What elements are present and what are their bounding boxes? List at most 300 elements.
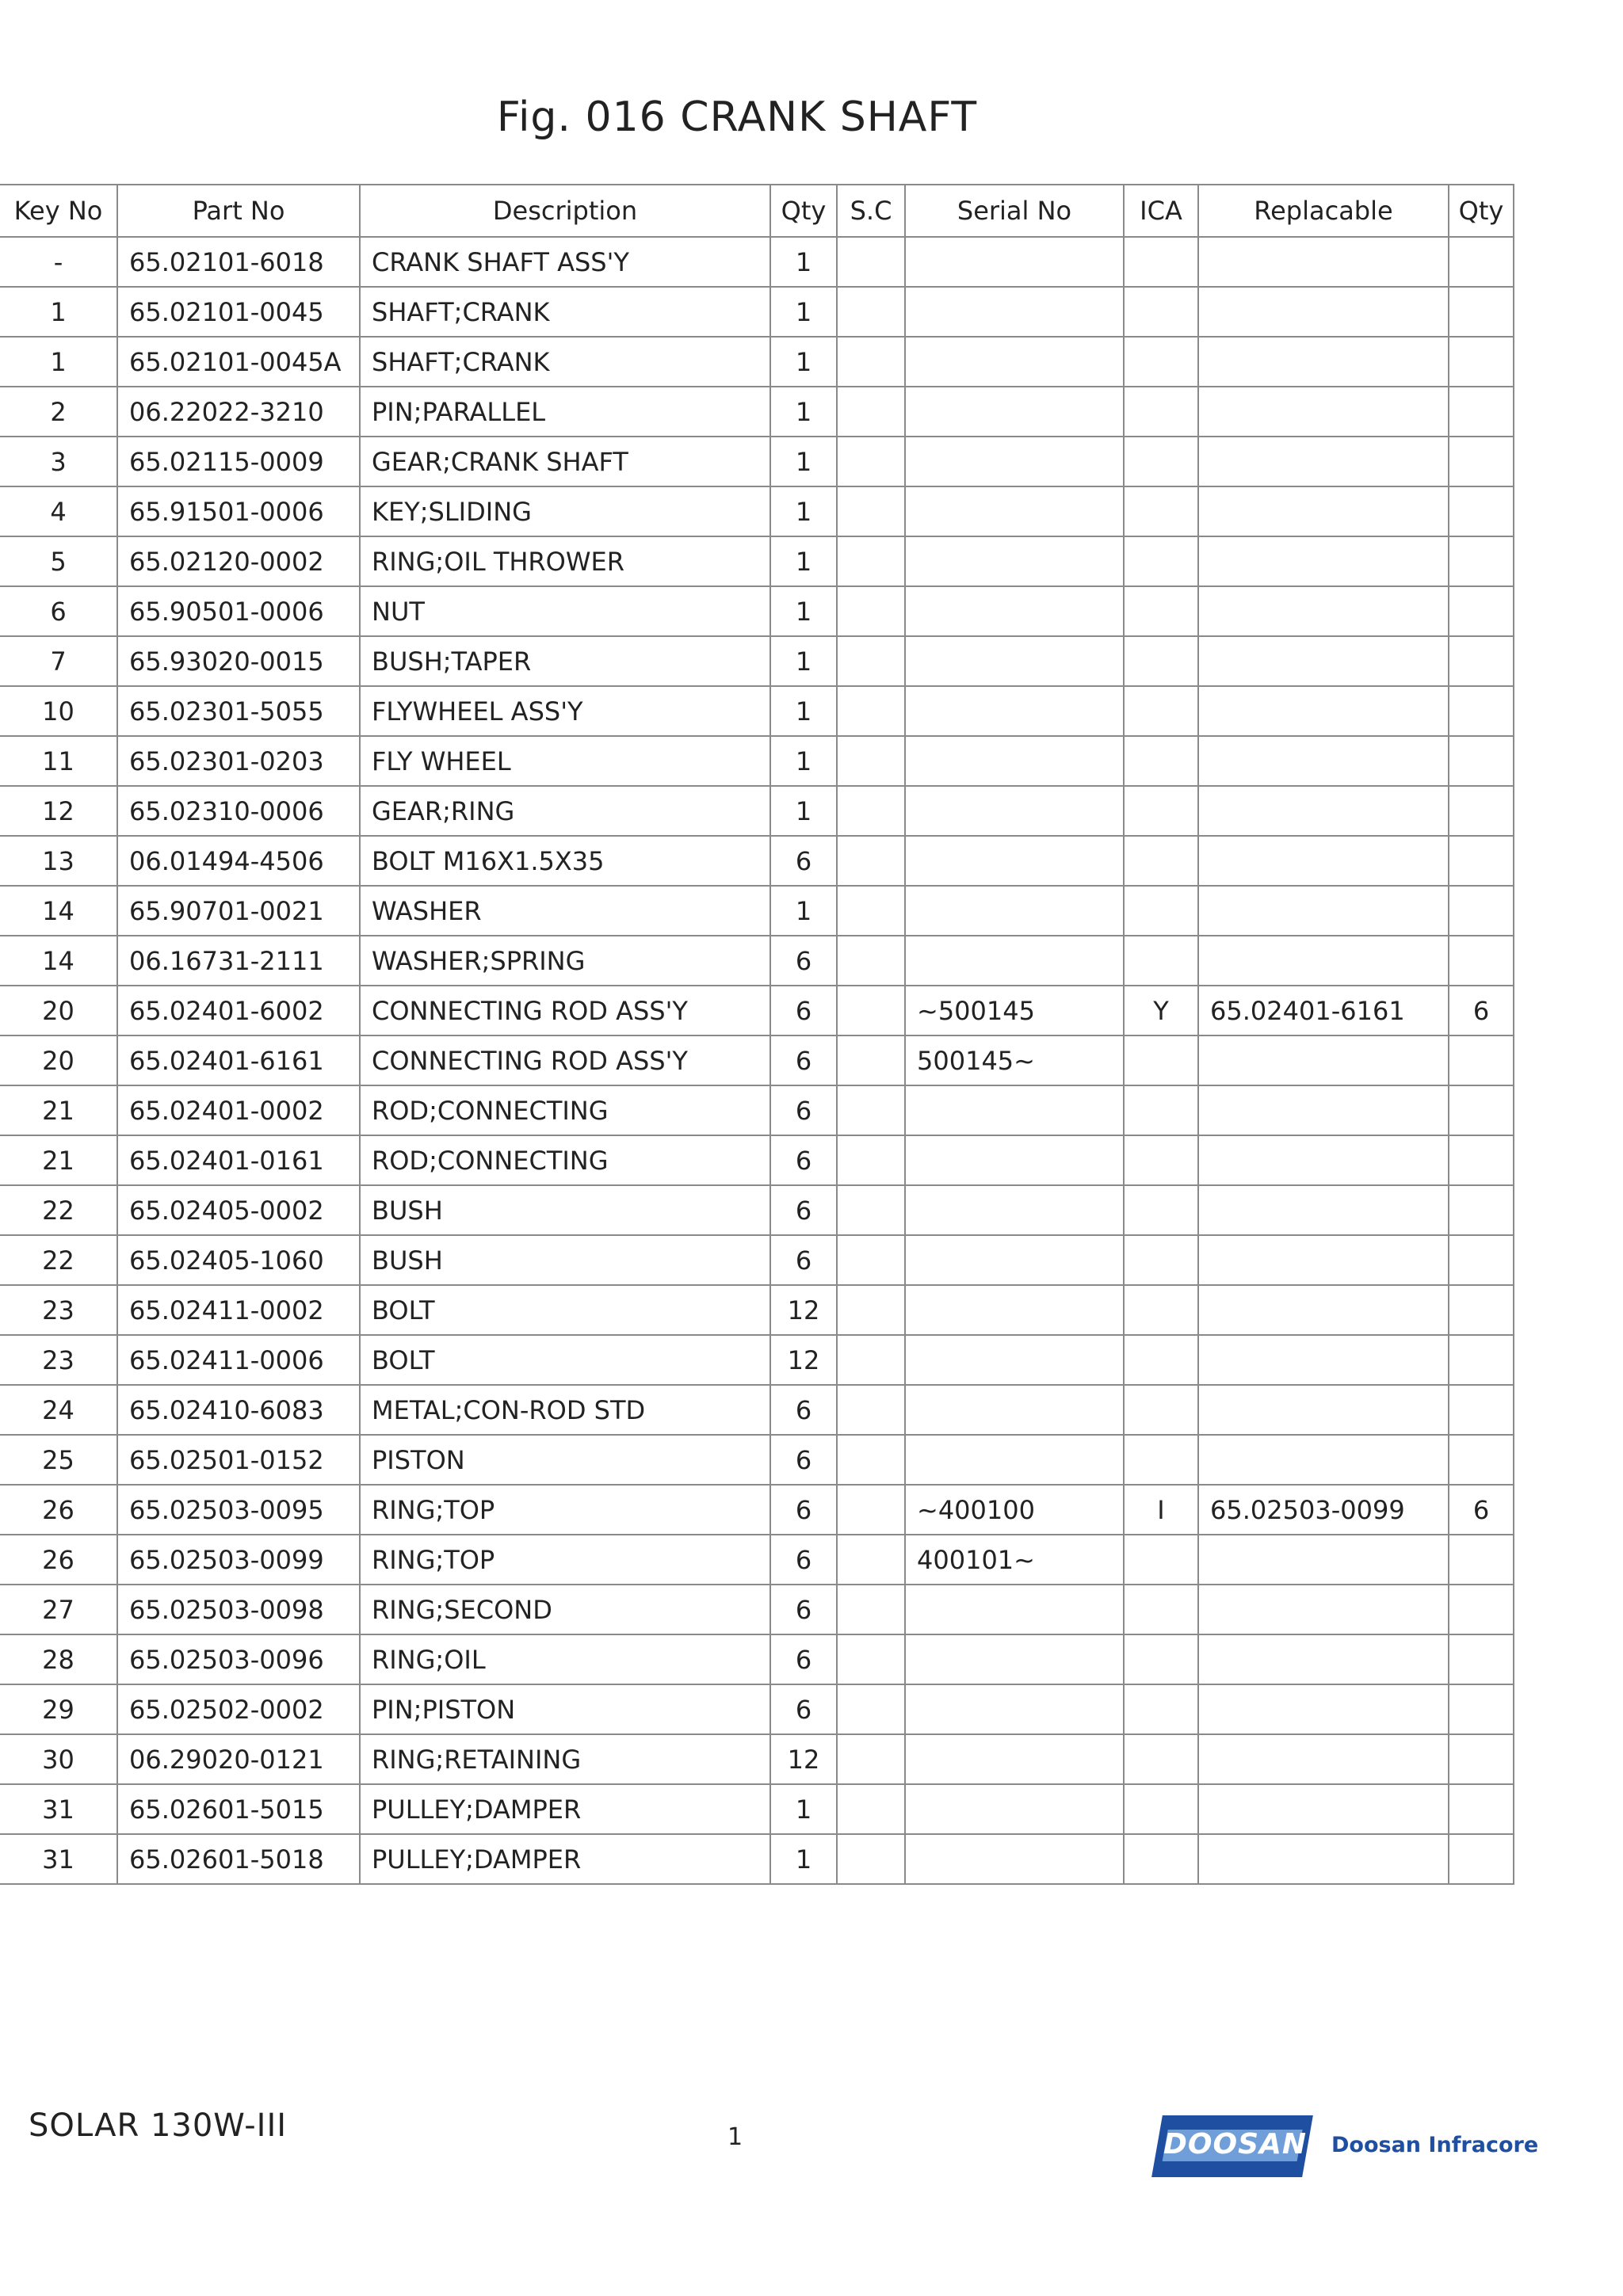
cell-description: NUT xyxy=(360,586,770,636)
cell-serial-no xyxy=(905,1335,1124,1385)
cell-replacable xyxy=(1198,1285,1449,1335)
cell-sc xyxy=(837,686,905,736)
cell-part-no: 65.90501-0006 xyxy=(117,586,360,636)
cell-sc xyxy=(837,437,905,486)
cell-replacable xyxy=(1198,1734,1449,1784)
cell-ica xyxy=(1124,237,1198,287)
cell-sc xyxy=(837,636,905,686)
cell-serial-no xyxy=(905,636,1124,686)
table-row xyxy=(0,437,1514,486)
cell-qty: 12 xyxy=(770,1734,837,1784)
cell-replace-qty xyxy=(1449,237,1514,287)
cell-part-no: 65.02301-0203 xyxy=(117,736,360,786)
cell-replacable xyxy=(1198,886,1449,936)
cell-ica xyxy=(1124,636,1198,686)
table-row xyxy=(0,387,1514,437)
cell-part-no: 65.90701-0021 xyxy=(117,886,360,936)
cell-serial-no xyxy=(905,586,1124,636)
cell-key-no: 10 xyxy=(0,686,117,736)
table-row xyxy=(0,986,1514,1035)
cell-qty: 1 xyxy=(770,387,837,437)
table-row xyxy=(0,1634,1514,1684)
cell-qty: 1 xyxy=(770,486,837,536)
cell-ica xyxy=(1124,1535,1198,1585)
cell-sc xyxy=(837,1035,905,1085)
cell-description: CONNECTING ROD ASS'Y xyxy=(360,986,770,1035)
cell-replacable xyxy=(1198,1235,1449,1285)
cell-description: BOLT M16X1.5X35 xyxy=(360,836,770,886)
cell-qty: 1 xyxy=(770,636,837,686)
cell-ica xyxy=(1124,836,1198,886)
cell-part-no: 65.02502-0002 xyxy=(117,1684,360,1734)
cell-description: GEAR;RING xyxy=(360,786,770,836)
cell-replace-qty xyxy=(1449,886,1514,936)
cell-description: PULLEY;DAMPER xyxy=(360,1784,770,1834)
cell-serial-no xyxy=(905,1684,1124,1734)
cell-replace-qty xyxy=(1449,486,1514,536)
cell-description: METAL;CON-ROD STD xyxy=(360,1385,770,1435)
cell-sc xyxy=(837,1734,905,1784)
cell-serial-no xyxy=(905,536,1124,586)
cell-part-no: 06.16731-2111 xyxy=(117,936,360,986)
cell-sc xyxy=(837,986,905,1035)
table-row xyxy=(0,287,1514,337)
cell-qty: 1 xyxy=(770,786,837,836)
cell-qty: 6 xyxy=(770,986,837,1035)
table-row xyxy=(0,1734,1514,1784)
cell-replace-qty xyxy=(1449,1085,1514,1135)
cell-qty: 6 xyxy=(770,1485,837,1535)
cell-qty: 1 xyxy=(770,337,837,387)
cell-description: RING;TOP xyxy=(360,1485,770,1535)
cell-replacable xyxy=(1198,1135,1449,1185)
cell-sc xyxy=(837,1784,905,1834)
cell-serial-no: 400101~ xyxy=(905,1535,1124,1585)
cell-serial-no xyxy=(905,337,1124,387)
cell-key-no: 5 xyxy=(0,536,117,586)
cell-serial-no xyxy=(905,1235,1124,1285)
table-row xyxy=(0,1085,1514,1135)
cell-key-no: 23 xyxy=(0,1285,117,1335)
cell-ica xyxy=(1124,936,1198,986)
cell-serial-no xyxy=(905,1085,1124,1135)
cell-description: PISTON xyxy=(360,1435,770,1485)
cell-ica xyxy=(1124,1734,1198,1784)
cell-serial-no: ~500145 xyxy=(905,986,1124,1035)
column-header-replace-qty: Qty xyxy=(1449,185,1514,237)
cell-ica xyxy=(1124,686,1198,736)
cell-sc xyxy=(837,536,905,586)
table-row xyxy=(0,1435,1514,1485)
cell-ica xyxy=(1124,387,1198,437)
cell-replace-qty xyxy=(1449,1285,1514,1335)
cell-ica xyxy=(1124,1385,1198,1435)
cell-sc xyxy=(837,1485,905,1535)
cell-part-no: 65.02310-0006 xyxy=(117,786,360,836)
cell-description: BOLT xyxy=(360,1335,770,1385)
cell-serial-no xyxy=(905,1634,1124,1684)
cell-replace-qty: 6 xyxy=(1449,1485,1514,1535)
cell-replace-qty xyxy=(1449,1235,1514,1285)
cell-description: PIN;PISTON xyxy=(360,1684,770,1734)
cell-key-no: 2 xyxy=(0,387,117,437)
table-row xyxy=(0,1585,1514,1634)
cell-serial-no xyxy=(905,1385,1124,1435)
cell-key-no: 6 xyxy=(0,586,117,636)
logo-wordmark: DOOSAN xyxy=(1163,2128,1308,2161)
cell-replacable xyxy=(1198,237,1449,287)
cell-ica xyxy=(1124,586,1198,636)
cell-replacable xyxy=(1198,1085,1449,1135)
cell-replacable xyxy=(1198,337,1449,387)
cell-description: BUSH;TAPER xyxy=(360,636,770,686)
cell-sc xyxy=(837,337,905,387)
cell-serial-no xyxy=(905,1135,1124,1185)
cell-serial-no xyxy=(905,736,1124,786)
cell-part-no: 06.22022-3210 xyxy=(117,387,360,437)
cell-key-no: 28 xyxy=(0,1634,117,1684)
doosan-logo xyxy=(1157,2107,1539,2187)
cell-key-no: - xyxy=(0,237,117,287)
table-row xyxy=(0,636,1514,686)
cell-qty: 1 xyxy=(770,686,837,736)
cell-part-no: 65.02601-5015 xyxy=(117,1784,360,1834)
cell-replacable xyxy=(1198,1385,1449,1435)
cell-part-no: 06.01494-4506 xyxy=(117,836,360,886)
cell-ica xyxy=(1124,736,1198,786)
cell-serial-no xyxy=(905,387,1124,437)
cell-replace-qty xyxy=(1449,1634,1514,1684)
cell-serial-no xyxy=(905,1185,1124,1235)
cell-replace-qty xyxy=(1449,287,1514,337)
cell-description: RING;OIL xyxy=(360,1634,770,1684)
cell-description: RING;TOP xyxy=(360,1535,770,1585)
cell-key-no: 31 xyxy=(0,1784,117,1834)
cell-replacable xyxy=(1198,1784,1449,1834)
cell-replacable xyxy=(1198,1834,1449,1884)
cell-ica xyxy=(1124,1135,1198,1185)
cell-ica xyxy=(1124,1335,1198,1385)
cell-serial-no xyxy=(905,786,1124,836)
cell-key-no: 7 xyxy=(0,636,117,686)
cell-replace-qty xyxy=(1449,1135,1514,1185)
cell-ica xyxy=(1124,337,1198,387)
cell-sc xyxy=(837,1535,905,1585)
cell-qty: 6 xyxy=(770,1135,837,1185)
cell-key-no: 12 xyxy=(0,786,117,836)
cell-key-no: 1 xyxy=(0,287,117,337)
cell-qty: 1 xyxy=(770,586,837,636)
cell-ica xyxy=(1124,1085,1198,1135)
cell-qty: 6 xyxy=(770,1535,837,1585)
cell-key-no: 21 xyxy=(0,1135,117,1185)
cell-serial-no: ~400100 xyxy=(905,1485,1124,1535)
table-row xyxy=(0,786,1514,836)
cell-part-no: 65.02101-0045 xyxy=(117,287,360,337)
cell-qty: 6 xyxy=(770,1385,837,1435)
cell-description: CONNECTING ROD ASS'Y xyxy=(360,1035,770,1085)
cell-serial-no xyxy=(905,886,1124,936)
cell-qty: 6 xyxy=(770,1035,837,1085)
cell-sc xyxy=(837,1085,905,1135)
cell-replace-qty xyxy=(1449,586,1514,636)
cell-replacable: 65.02401-6161 xyxy=(1198,986,1449,1035)
cell-replace-qty xyxy=(1449,836,1514,886)
column-header-part-no: Part No xyxy=(117,185,360,237)
cell-part-no: 65.02601-5018 xyxy=(117,1834,360,1884)
cell-key-no: 20 xyxy=(0,1035,117,1085)
table-row xyxy=(0,1185,1514,1235)
cell-sc xyxy=(837,1235,905,1285)
cell-replacable xyxy=(1198,636,1449,686)
cell-part-no: 65.02120-0002 xyxy=(117,536,360,586)
table-row xyxy=(0,1385,1514,1435)
cell-replacable xyxy=(1198,736,1449,786)
cell-replace-qty xyxy=(1449,1784,1514,1834)
column-header-replacable: Replacable xyxy=(1198,185,1449,237)
cell-description: SHAFT;CRANK xyxy=(360,287,770,337)
cell-qty: 1 xyxy=(770,237,837,287)
cell-sc xyxy=(837,1834,905,1884)
cell-sc xyxy=(837,287,905,337)
table-row xyxy=(0,1235,1514,1285)
cell-serial-no xyxy=(905,1834,1124,1884)
cell-replace-qty xyxy=(1449,1435,1514,1485)
cell-replacable xyxy=(1198,437,1449,486)
table-row xyxy=(0,936,1514,986)
cell-part-no: 65.02401-0002 xyxy=(117,1085,360,1135)
cell-replacable xyxy=(1198,1185,1449,1235)
cell-sc xyxy=(837,387,905,437)
cell-qty: 12 xyxy=(770,1335,837,1385)
cell-description: WASHER xyxy=(360,886,770,936)
cell-key-no: 11 xyxy=(0,736,117,786)
cell-sc xyxy=(837,1684,905,1734)
table-row xyxy=(0,1135,1514,1185)
cell-key-no: 24 xyxy=(0,1385,117,1435)
cell-replacable xyxy=(1198,836,1449,886)
cell-ica xyxy=(1124,1684,1198,1734)
cell-sc xyxy=(837,237,905,287)
cell-part-no: 06.29020-0121 xyxy=(117,1734,360,1784)
cell-key-no: 22 xyxy=(0,1185,117,1235)
cell-part-no: 65.02401-6002 xyxy=(117,986,360,1035)
column-header-ica: ICA xyxy=(1124,185,1198,237)
page-title: Fig. 016 CRANK SHAFT xyxy=(496,93,978,141)
cell-key-no: 27 xyxy=(0,1585,117,1634)
cell-description: RING;SECOND xyxy=(360,1585,770,1634)
table-row xyxy=(0,1535,1514,1585)
cell-serial-no xyxy=(905,437,1124,486)
cell-description: PULLEY;DAMPER xyxy=(360,1834,770,1884)
cell-description: BUSH xyxy=(360,1235,770,1285)
cell-qty: 6 xyxy=(770,836,837,886)
table-row xyxy=(0,237,1514,287)
cell-ica xyxy=(1124,1585,1198,1634)
column-header-description: Description xyxy=(360,185,770,237)
cell-replace-qty xyxy=(1449,736,1514,786)
cell-replace-qty xyxy=(1449,686,1514,736)
cell-qty: 1 xyxy=(770,437,837,486)
table-row xyxy=(0,736,1514,786)
cell-key-no: 22 xyxy=(0,1235,117,1285)
cell-serial-no xyxy=(905,287,1124,337)
cell-description: KEY;SLIDING xyxy=(360,486,770,536)
cell-replace-qty xyxy=(1449,1035,1514,1085)
cell-ica xyxy=(1124,1235,1198,1285)
cell-qty: 12 xyxy=(770,1285,837,1335)
cell-description: RING;RETAINING xyxy=(360,1734,770,1784)
cell-part-no: 65.93020-0015 xyxy=(117,636,360,686)
cell-serial-no xyxy=(905,936,1124,986)
cell-replace-qty xyxy=(1449,1734,1514,1784)
cell-description: SHAFT;CRANK xyxy=(360,337,770,387)
cell-key-no: 26 xyxy=(0,1535,117,1585)
cell-part-no: 65.02503-0095 xyxy=(117,1485,360,1535)
column-header-key-no: Key No xyxy=(0,185,117,237)
cell-replacable xyxy=(1198,586,1449,636)
cell-replacable: 65.02503-0099 xyxy=(1198,1485,1449,1535)
cell-replace-qty xyxy=(1449,1585,1514,1634)
cell-description: WASHER;SPRING xyxy=(360,936,770,986)
cell-key-no: 26 xyxy=(0,1485,117,1535)
cell-replacable xyxy=(1198,1035,1449,1085)
cell-ica xyxy=(1124,1834,1198,1884)
cell-key-no: 23 xyxy=(0,1335,117,1385)
cell-key-no: 31 xyxy=(0,1834,117,1884)
cell-description: PIN;PARALLEL xyxy=(360,387,770,437)
table-row xyxy=(0,1035,1514,1085)
cell-ica xyxy=(1124,786,1198,836)
cell-part-no: 65.02115-0009 xyxy=(117,437,360,486)
table-row xyxy=(0,1335,1514,1385)
cell-part-no: 65.02410-6083 xyxy=(117,1385,360,1435)
cell-serial-no xyxy=(905,836,1124,886)
cell-qty: 6 xyxy=(770,1435,837,1485)
cell-replace-qty xyxy=(1449,1535,1514,1585)
table-header-row xyxy=(0,185,1514,237)
table-row xyxy=(0,1485,1514,1535)
table-row xyxy=(0,886,1514,936)
cell-part-no: 65.02503-0098 xyxy=(117,1585,360,1634)
cell-qty: 6 xyxy=(770,1634,837,1684)
cell-part-no: 65.02101-6018 xyxy=(117,237,360,287)
cell-sc xyxy=(837,786,905,836)
cell-qty: 1 xyxy=(770,287,837,337)
cell-ica xyxy=(1124,536,1198,586)
cell-sc xyxy=(837,1385,905,1435)
cell-sc xyxy=(837,586,905,636)
cell-replace-qty xyxy=(1449,387,1514,437)
cell-replacable xyxy=(1198,1684,1449,1734)
cell-replace-qty xyxy=(1449,636,1514,686)
cell-serial-no xyxy=(905,1734,1124,1784)
cell-ica xyxy=(1124,886,1198,936)
cell-replace-qty xyxy=(1449,437,1514,486)
cell-replace-qty: 6 xyxy=(1449,986,1514,1035)
cell-part-no: 65.02101-0045A xyxy=(117,337,360,387)
cell-replacable xyxy=(1198,936,1449,986)
table-row xyxy=(0,1684,1514,1734)
table-body xyxy=(0,237,1514,1884)
cell-part-no: 65.02405-1060 xyxy=(117,1235,360,1285)
cell-replacable xyxy=(1198,1535,1449,1585)
cell-ica xyxy=(1124,1185,1198,1235)
page-number: 1 xyxy=(727,2123,743,2151)
cell-replacable xyxy=(1198,1634,1449,1684)
cell-part-no: 65.02501-0152 xyxy=(117,1435,360,1485)
cell-replace-qty xyxy=(1449,337,1514,387)
table-row xyxy=(0,1784,1514,1834)
cell-description: ROD;CONNECTING xyxy=(360,1135,770,1185)
cell-part-no: 65.02301-5055 xyxy=(117,686,360,736)
cell-qty: 6 xyxy=(770,1185,837,1235)
cell-sc xyxy=(837,836,905,886)
cell-part-no: 65.02503-0099 xyxy=(117,1535,360,1585)
cell-ica xyxy=(1124,1634,1198,1684)
cell-serial-no xyxy=(905,686,1124,736)
cell-replacable xyxy=(1198,287,1449,337)
cell-ica xyxy=(1124,486,1198,536)
cell-qty: 6 xyxy=(770,1585,837,1634)
cell-replace-qty xyxy=(1449,1684,1514,1734)
cell-part-no: 65.02401-6161 xyxy=(117,1035,360,1085)
cell-qty: 6 xyxy=(770,1235,837,1285)
table-row xyxy=(0,836,1514,886)
cell-key-no: 3 xyxy=(0,437,117,486)
cell-description: FLY WHEEL xyxy=(360,736,770,786)
cell-part-no: 65.02405-0002 xyxy=(117,1185,360,1235)
cell-part-no: 65.02503-0096 xyxy=(117,1634,360,1684)
logo-company-name: Doosan Infracore xyxy=(1331,2133,1539,2157)
cell-sc xyxy=(837,486,905,536)
cell-serial-no xyxy=(905,486,1124,536)
cell-ica xyxy=(1124,437,1198,486)
cell-description: GEAR;CRANK SHAFT xyxy=(360,437,770,486)
table-row xyxy=(0,536,1514,586)
cell-replace-qty xyxy=(1449,1185,1514,1235)
cell-replacable xyxy=(1198,1335,1449,1385)
cell-key-no: 4 xyxy=(0,486,117,536)
column-header-serial-no: Serial No xyxy=(905,185,1124,237)
cell-ica: I xyxy=(1124,1485,1198,1535)
cell-part-no: 65.02411-0006 xyxy=(117,1335,360,1385)
cell-replacable xyxy=(1198,686,1449,736)
cell-replacable xyxy=(1198,1585,1449,1634)
cell-ica xyxy=(1124,1285,1198,1335)
cell-ica xyxy=(1124,287,1198,337)
cell-description: ROD;CONNECTING xyxy=(360,1085,770,1135)
parts-table xyxy=(0,184,1514,1885)
cell-sc xyxy=(837,1435,905,1485)
cell-replace-qty xyxy=(1449,536,1514,586)
cell-sc xyxy=(837,736,905,786)
cell-replace-qty xyxy=(1449,786,1514,836)
cell-ica xyxy=(1124,1035,1198,1085)
cell-serial-no xyxy=(905,1585,1124,1634)
cell-replacable xyxy=(1198,387,1449,437)
cell-replacable xyxy=(1198,1435,1449,1485)
cell-key-no: 13 xyxy=(0,836,117,886)
cell-replacable xyxy=(1198,786,1449,836)
cell-qty: 1 xyxy=(770,1834,837,1884)
cell-sc xyxy=(837,886,905,936)
cell-qty: 1 xyxy=(770,536,837,586)
cell-qty: 6 xyxy=(770,1684,837,1734)
cell-part-no: 65.91501-0006 xyxy=(117,486,360,536)
cell-replace-qty xyxy=(1449,936,1514,986)
cell-part-no: 65.02401-0161 xyxy=(117,1135,360,1185)
